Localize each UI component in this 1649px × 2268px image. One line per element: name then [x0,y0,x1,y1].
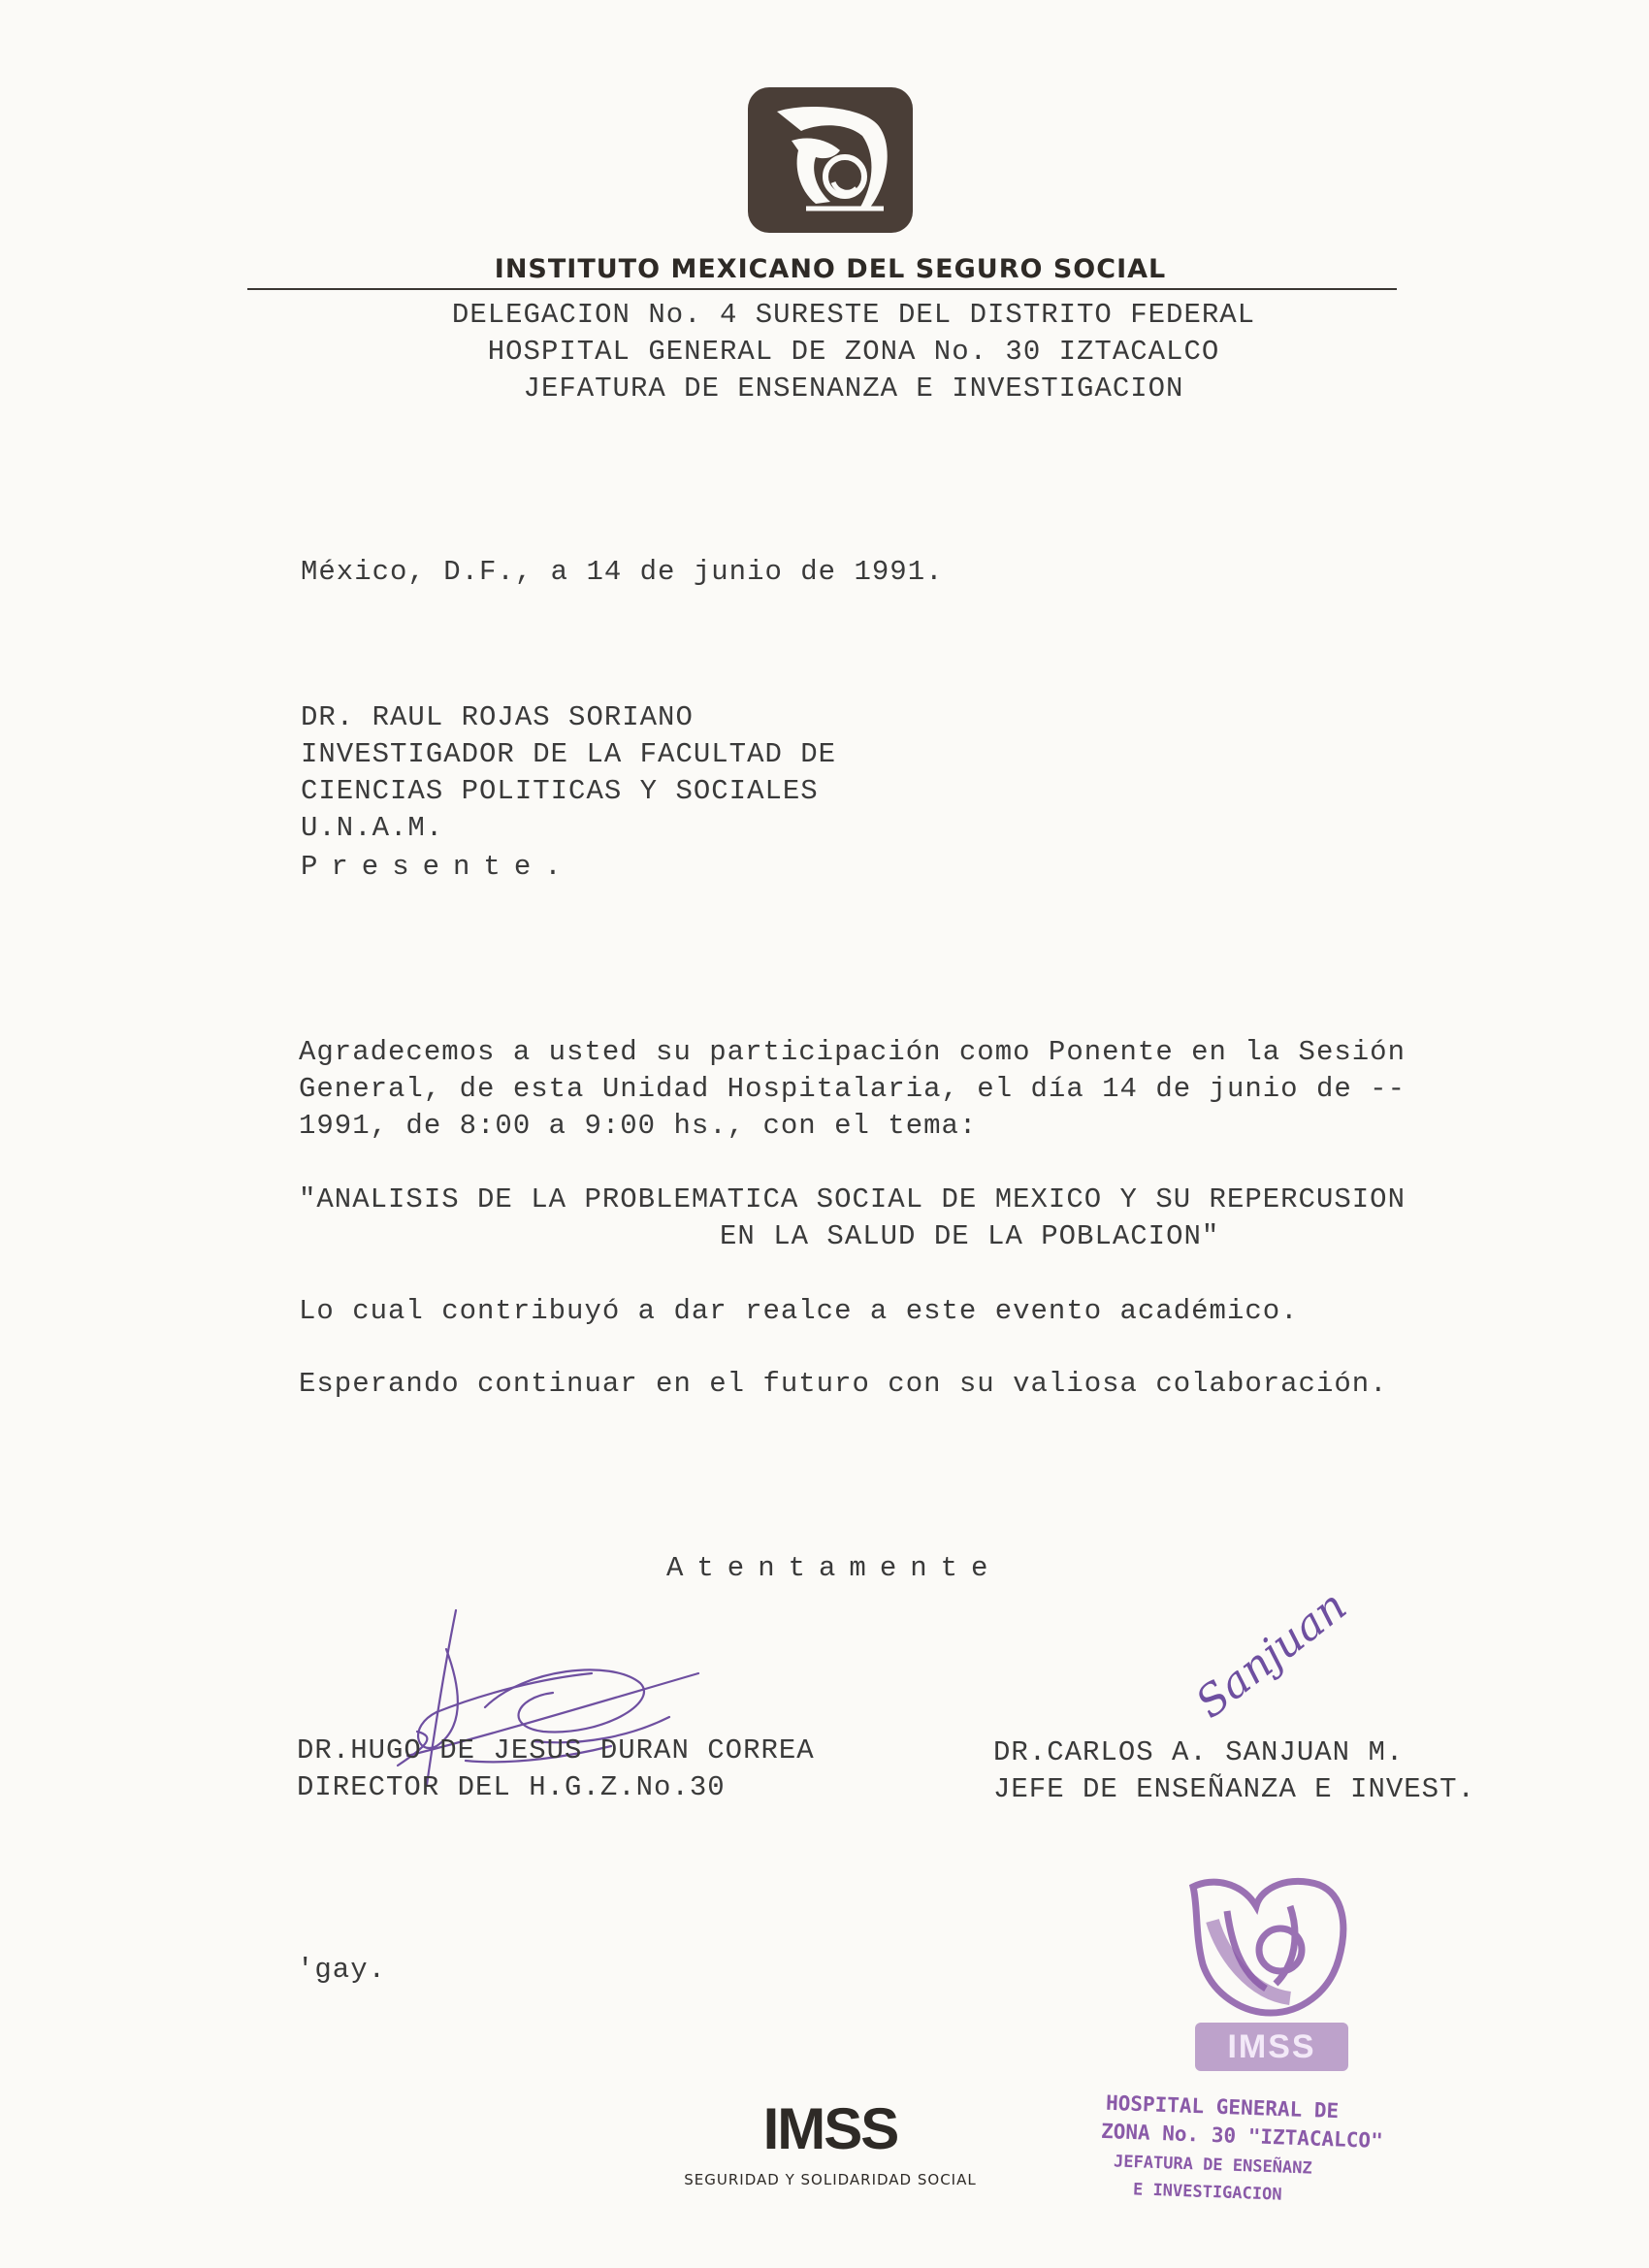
stamp-line-1: HOSPITAL GENERAL DE [1105,2090,1340,2123]
jefe-signature: Sanjuan [1186,1580,1356,1729]
institution-name: INSTITUTO MEXICANO DEL SEGURO SOCIAL [494,254,1167,284]
imss-logo [748,87,913,233]
recipient-position: INVESTIGADOR DE LA FACULTAD DE [301,738,837,770]
header-line-jefatura: JEFATURA DE ENSENANZA E INVESTIGACION [523,373,1184,405]
contribution-line: Lo cual contribuyó a dar realce a este evento académico. [299,1295,1299,1327]
reference-initials: 'gay. [297,1954,387,1986]
stamp-emblem-label: IMSS [1227,2028,1316,2065]
topic-line-1: "ANALISIS DE LA PROBLEMATICA SOCIAL DE MEXICO Y SU REPERCUSION [299,1183,1406,1215]
topic-line-2: EN LA SALUD DE LA POBLACION" [720,1220,1220,1252]
footer-motto: SEGURIDAD Y SOLIDARIDAD SOCIAL [684,2171,977,2188]
signatory-left-name: DR.HUGO DE JESUS DURAN CORREA [297,1734,815,1766]
header-line-hospital: HOSPITAL GENERAL DE ZONA No. 30 IZTACALCO [487,336,1220,368]
header-divider [247,288,1397,290]
hospital-stamp [1174,1867,1368,2081]
stamp-line-2: ZONA No. 30 "IZTACALCO" [1100,2119,1384,2154]
closing-wish-line: Esperando continuar en el futuro con su valiosa colaboración. [299,1368,1388,1400]
presente-line: Presente. [301,851,575,883]
body-line-3: 1991, de 8:00 a 9:00 hs., con el tema: [299,1110,978,1142]
body-line-2: General, de esta Unidad Hospitalaria, el día 14 de junio de -- [299,1073,1406,1105]
recipient-faculty: CIENCIAS POLITICAS Y SOCIALES [301,775,819,807]
stamp-line-3: JEFATURA DE ENSEÑANZ [1113,2152,1312,2179]
signatory-right-name: DR.CARLOS A. SANJUAN M. [993,1736,1405,1768]
recipient-name: DR. RAUL ROJAS SORIANO [301,701,694,733]
footer-imss-logo: IMSS [762,2096,898,2161]
date-line: México, D.F., a 14 de junio de 1991. [301,556,944,588]
imss-eagle-emblem-icon [748,87,913,233]
body-line-1: Agradecemos a usted su participación como Ponente en la Sesión [299,1036,1406,1068]
recipient-university: U.N.A.M. [301,812,444,844]
signatory-left-title: DIRECTOR DEL H.G.Z.No.30 [297,1771,726,1803]
closing-atentamente: Atentamente [666,1552,1002,1584]
stamp-line-4: E INVESTIGACION [1132,2180,1282,2205]
header-line-delegacion: DELEGACION No. 4 SURESTE DEL DISTRITO FEDERAL [451,299,1256,331]
signatory-right-title: JEFE DE ENSEÑANZA E INVEST. [993,1773,1475,1805]
